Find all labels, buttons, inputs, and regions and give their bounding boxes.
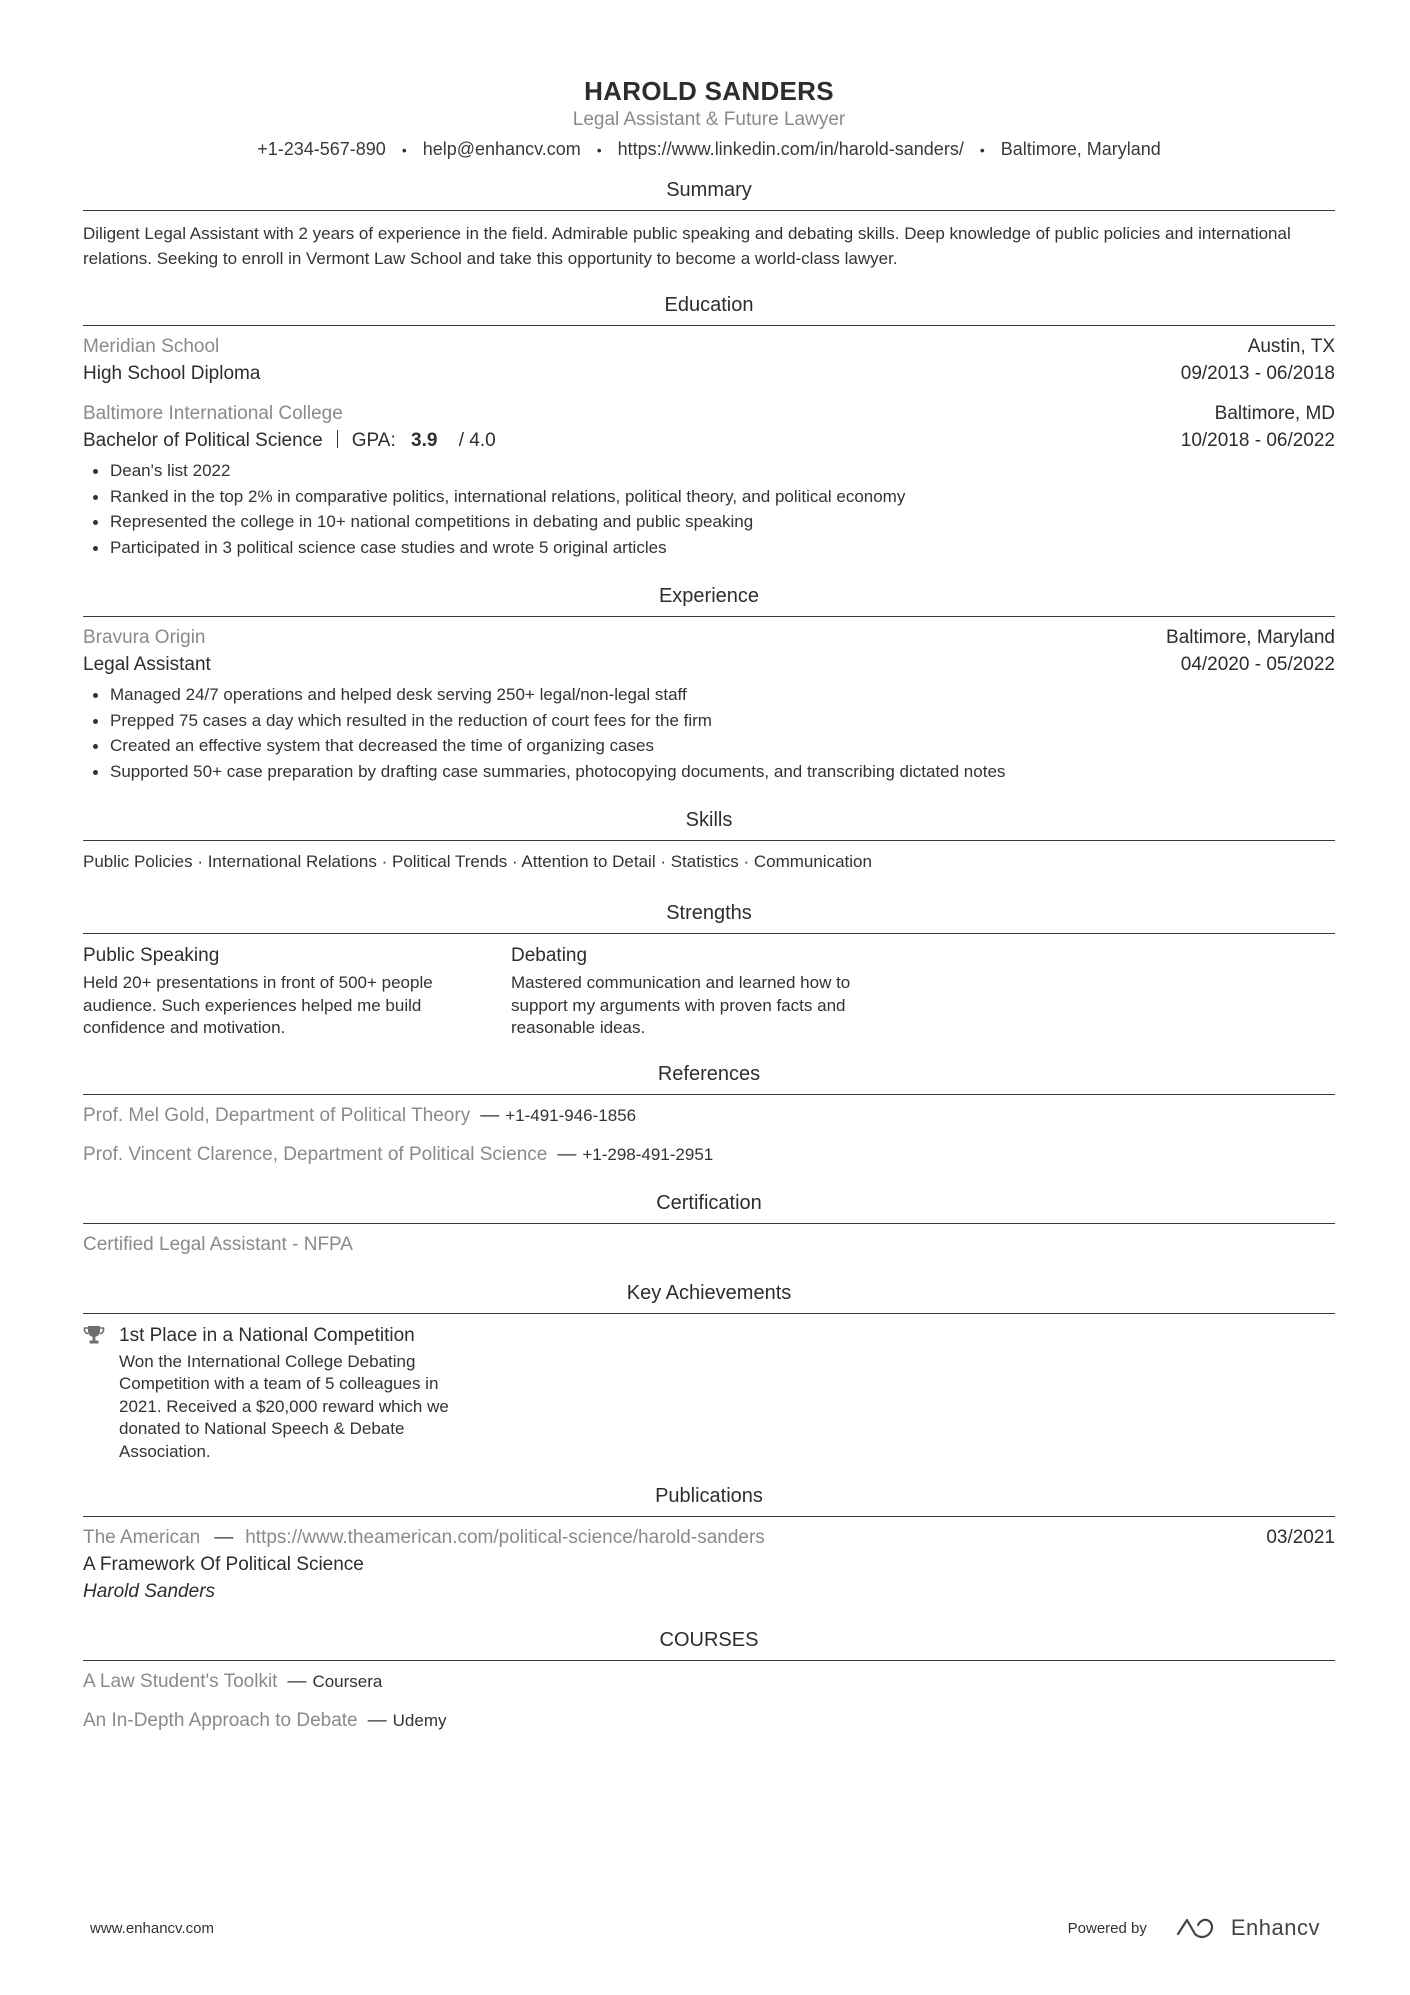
experience-bullets [83, 682, 1335, 784]
achievements-section [83, 1279, 1335, 1464]
school-name: Baltimore International College [83, 403, 343, 424]
location: Baltimore, Maryland [1000, 139, 1161, 159]
summary-section [83, 176, 1335, 271]
strengths-grid [83, 942, 1335, 1040]
publication-source [83, 1524, 765, 1551]
reference-phone: +1-491-946-1856 [505, 1105, 637, 1125]
list-item: Dean's list 2022 [83, 458, 1335, 484]
dash: — [557, 1143, 577, 1165]
reference-phone: +1-298-491-2951 [582, 1144, 714, 1164]
publication-title: A Framework Of Political Science [83, 1554, 364, 1575]
brand-name: Enhancv [1230, 1915, 1320, 1940]
achievement-desc: Won the International College Debating Competition with a team of 5 colleagues in 2021. Received a $20,000 reward which we donated to National Speech & Debate Association. [119, 1351, 449, 1461]
contact-separator: • [401, 142, 407, 158]
contact-separator: • [979, 142, 985, 158]
strength-item [83, 942, 511, 1040]
linkedin-link[interactable]: https://www.linkedin.com/in/harold-sanders/ [617, 139, 964, 159]
gpa-divider [337, 430, 338, 448]
section-title: Skills [83, 806, 1335, 841]
footer-site-link[interactable]: www.enhancv.com [90, 1919, 214, 1937]
publisher: The American [83, 1527, 201, 1548]
experience-item [83, 624, 1335, 784]
trophy-icon [83, 1322, 119, 1464]
school-name: Meridian School [83, 336, 220, 357]
section-title: Key Achievements [83, 1279, 1335, 1314]
strengths-section [83, 899, 1335, 1040]
achievement-item [83, 1322, 1335, 1464]
course-item [83, 1707, 1335, 1734]
list-item: Ranked in the top 2% in comparative politics, international relations, political theory, and political economy [83, 484, 1335, 510]
dash: — [480, 1104, 500, 1126]
strength-title: Public Speaking [83, 945, 220, 966]
certification-section [83, 1189, 1335, 1258]
skills-section [83, 806, 1335, 874]
education-item [83, 333, 1335, 387]
contact-line [83, 136, 1335, 163]
section-title: Publications [83, 1482, 1335, 1517]
job-dates: 04/2020 - 05/2022 [1180, 654, 1335, 675]
phone[interactable]: +1-234-567-890 [257, 139, 386, 159]
school-location: Baltimore, MD [1214, 403, 1335, 424]
achievement-title: 1st Place in a National Competition [119, 1324, 415, 1346]
degree: High School Diploma [83, 363, 261, 384]
reference-item [83, 1141, 1335, 1168]
section-title: Certification [83, 1189, 1335, 1224]
powered-by-label: Powered by [1067, 1919, 1147, 1937]
reference-item [83, 1102, 1335, 1129]
email[interactable]: help@enhancv.com [422, 139, 581, 159]
strength-title: Debating [511, 945, 588, 966]
page-footer [90, 1915, 1320, 1941]
summary-text: Diligent Legal Assistant with 2 years of experience in the field. Admirable public speaking and debating skills. Deep knowledge of public policies and international relations. Seeking to enroll in Vermont Law School and take this opportunity to become a world-class lawyer. [83, 224, 1291, 268]
resume-page [83, 0, 1335, 1734]
reference-name: Prof. Vincent Clarence, Department of Political Science [83, 1143, 548, 1165]
education-dates: 10/2018 - 06/2022 [1180, 430, 1335, 451]
strength-item [511, 942, 939, 1040]
gpa-value: 3.9 [411, 430, 438, 451]
courses-section [83, 1626, 1335, 1734]
section-title: References [83, 1060, 1335, 1095]
dash: — [287, 1671, 307, 1692]
list-item: Created an effective system that decreased the time of organizing cases [83, 733, 1335, 759]
certification-item: Certified Legal Assistant - NFPA [83, 1233, 353, 1255]
school-location: Austin, TX [1247, 336, 1335, 357]
list-item: Supported 50+ case preparation by drafting case summaries, photocopying documents, and transcribing dictated notes [83, 759, 1335, 785]
company-name: Bravura Origin [83, 627, 206, 648]
publication-url[interactable]: https://www.theamerican.com/political-science/harold-sanders [245, 1527, 765, 1548]
list-item: Prepped 75 cases a day which resulted in the reduction of court fees for the firm [83, 708, 1335, 734]
education-item [83, 400, 1335, 560]
gpa-label: GPA: [351, 430, 396, 451]
course-name: A Law Student's Toolkit [83, 1671, 278, 1692]
enhancv-logo-icon [1173, 1916, 1219, 1940]
company-location: Baltimore, Maryland [1166, 627, 1335, 648]
references-section [83, 1060, 1335, 1168]
list-item: Participated in 3 political science case studies and wrote 5 original articles [83, 535, 1335, 561]
section-title: COURSES [83, 1626, 1335, 1661]
powered-by [1068, 1915, 1320, 1941]
strength-desc: Held 20+ presentations in front of 500+ people audience. Such experiences helped me build confidence and motivation. [83, 973, 433, 1037]
degree-line [83, 427, 496, 454]
course-provider: Coursera [312, 1672, 383, 1691]
strength-desc: Mastered communication and learned how to support my arguments with proven facts and reasonable ideas. [511, 973, 851, 1037]
course-provider: Udemy [392, 1711, 447, 1730]
experience-section [83, 582, 1335, 784]
reference-name: Prof. Mel Gold, Department of Political Theory [83, 1104, 471, 1126]
course-item [83, 1668, 1335, 1695]
gpa-max: / 4.0 [458, 430, 496, 451]
skills-list: Public Policies · International Relations · Political Trends · Attention to Detail · Statistics · Communication [83, 852, 872, 871]
course-name: An In-Depth Approach to Debate [83, 1710, 358, 1731]
list-item: Represented the college in 10+ national competitions in debating and public speaking [83, 509, 1335, 535]
section-title: Education [83, 291, 1335, 326]
degree: Bachelor of Political Science [83, 430, 323, 451]
publications-section [83, 1482, 1335, 1605]
publication-item [83, 1524, 1335, 1605]
education-dates: 09/2013 - 06/2018 [1180, 363, 1335, 384]
list-item: Managed 24/7 operations and helped desk serving 250+ legal/non-legal staff [83, 682, 1335, 708]
education-section [83, 291, 1335, 560]
section-title: Experience [83, 582, 1335, 617]
dash: — [214, 1527, 234, 1548]
candidate-tagline: Legal Assistant & Future Lawyer [572, 109, 846, 130]
education-bullets [83, 458, 1335, 560]
job-role: Legal Assistant [83, 654, 211, 675]
candidate-name: HAROLD SANDERS [584, 76, 834, 106]
dash: — [367, 1710, 387, 1731]
section-title: Summary [83, 176, 1335, 211]
resume-header [83, 0, 1335, 163]
publication-date: 03/2021 [1266, 1527, 1335, 1548]
publication-author: Harold Sanders [83, 1581, 216, 1602]
section-title: Strengths [83, 899, 1335, 934]
contact-separator: • [596, 142, 602, 158]
